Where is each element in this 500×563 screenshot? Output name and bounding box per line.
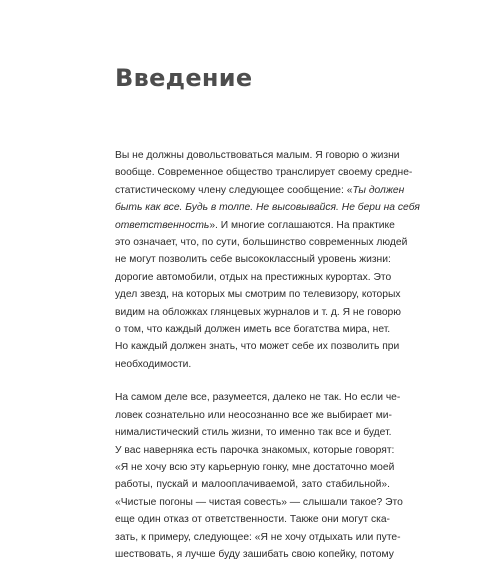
text-line: дорогие автомобили, отдых на престижных курортах. Это [115,271,392,283]
italic-quote: Ты должен [352,184,405,196]
text-line: «Я не хочу всю эту карьерную гонку, мне достаточно моей [115,461,395,473]
text-line: Вы не должны довольствоваться малым. Я говорю о жизни [115,150,400,161]
text-line: Но каждый должен знать, что может себе их позволить при [115,341,400,353]
text-line: еще один отказ от ответственности. Также они могут ска- [115,514,390,526]
text-line: ловек сознательно или неосознанно все же выбирает ми- [115,409,392,421]
text-line: о том, что каждый должен иметь все богатства мира, нет. [115,324,391,336]
text-segment: статистическому члену следующее сообщение: « [115,184,353,196]
text-line: это означает, что, по сути, большинство современных людей [115,237,408,249]
text-line: зать, к примеру, следующее: «Я не хочу отдыхать или путе- [115,531,401,543]
text-line: работы, пускай и малооплачиваемой, зато стабильной». [115,479,390,491]
text-line: удел звезд, на которых мы смотрим по телевизору, которых [115,289,401,301]
text-line: видим на обложках глянцевых журналов и т. д. Я не говорю [115,306,401,318]
text-line: На самом деле все, разумеется, далеко не так. Но если че- [115,392,401,404]
text-line: У вас наверняка есть парочка знакомых, которые говорят: [115,444,395,456]
text-line: не могут позволить себе высококлассный уровень жизни: [115,254,391,266]
text-line: шествовать, я лучше буду зашибать свою копейку, потому [115,548,394,560]
italic-quote-line: быть как все. Будь в толпе. Не высовывайся. Не бери на себя [115,202,420,214]
text-line [115,182,405,199]
chapter-title: Введение [115,64,253,92]
italic-quote: ответственность [115,219,210,231]
text-line: нималистический стиль жизни, то именно так все и будет. [115,427,392,439]
text-line: необходимости. [115,358,192,370]
text-segment: ». И многие соглашаются. На практике [209,219,395,231]
paragraph-2 [115,389,403,563]
text-line: «Чистые погоны — чистая совесть» — слышали такое? Это [115,496,403,508]
text-line [115,217,395,234]
text-line: вообще. Современное общество транслирует своему средне- [115,167,413,179]
body-text [115,147,420,563]
paragraph-1 [115,147,420,373]
